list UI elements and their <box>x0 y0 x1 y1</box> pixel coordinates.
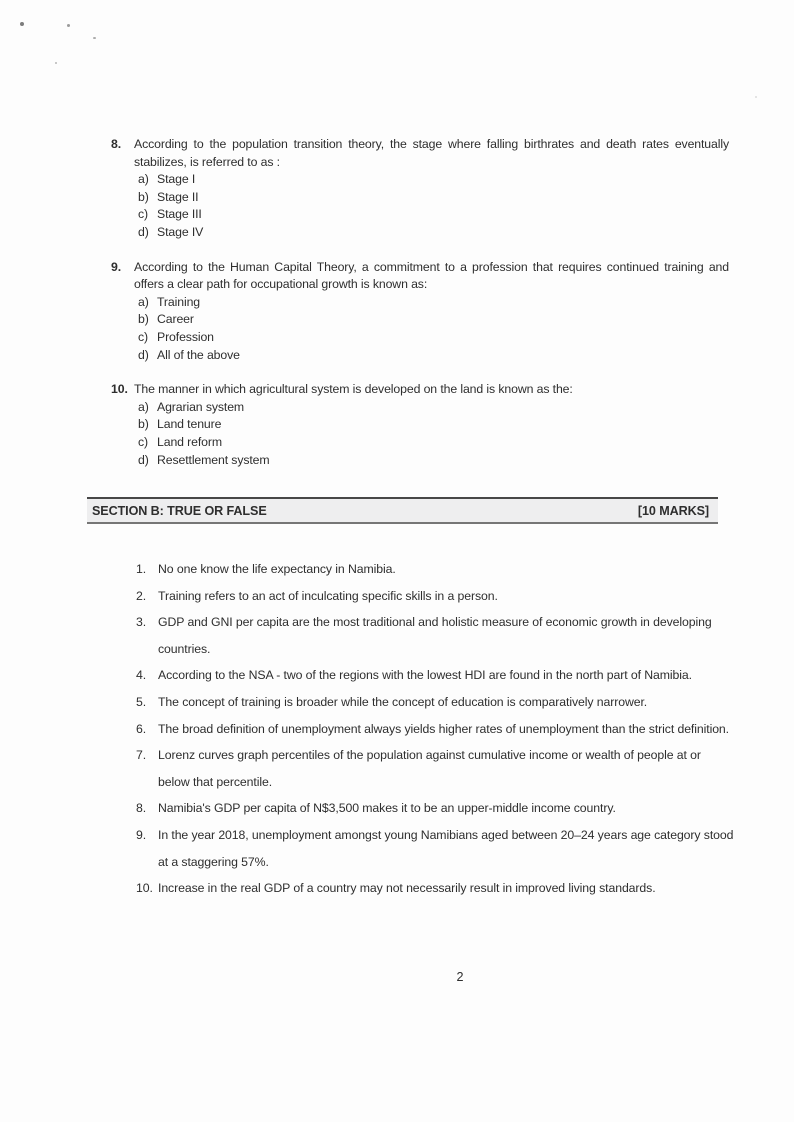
statement-number: 9. <box>136 827 147 842</box>
option-text: Land tenure <box>157 417 222 432</box>
option-text: Career <box>157 312 194 327</box>
question-number: 9. <box>111 259 122 274</box>
statement-number: 10. <box>136 881 153 896</box>
statement-text: According to the NSA - two of the regions with the lowest HDI are found in the north part of Namibia. <box>158 668 692 683</box>
question-number: 10. <box>111 382 128 397</box>
mcq-option <box>138 452 729 470</box>
option-letter: d) <box>138 224 149 239</box>
statement-number: 5. <box>136 694 147 709</box>
true-false-item <box>136 822 734 875</box>
section-b-marks: [10 MARKS] <box>637 503 709 518</box>
mcq-question <box>111 136 729 242</box>
statement-number: 4. <box>136 668 147 683</box>
option-text: Resettlement system <box>157 452 270 467</box>
option-text: Profession <box>157 329 214 344</box>
mcq-option <box>138 416 729 434</box>
option-list <box>138 294 729 364</box>
scan-speck <box>20 22 24 26</box>
mcq-question <box>111 259 729 365</box>
statement-text: The concept of training is broader while the concept of education is comparatively narrower. <box>158 694 648 709</box>
true-false-item <box>136 875 734 902</box>
statement-number: 1. <box>136 562 147 576</box>
true-false-item <box>136 689 734 716</box>
true-false-item <box>136 662 734 689</box>
scan-speck <box>55 62 57 64</box>
option-letter: a) <box>138 294 149 309</box>
scan-speck <box>755 96 757 98</box>
option-letter: b) <box>138 417 149 432</box>
mcq-option <box>138 311 729 329</box>
true-false-list <box>136 556 734 902</box>
option-letter: d) <box>138 347 149 362</box>
option-letter: c) <box>138 207 149 222</box>
page-number: 2 <box>456 970 464 984</box>
option-list <box>138 399 729 469</box>
option-text: Training <box>157 294 201 309</box>
statement-number: 3. <box>136 615 147 630</box>
option-text: Agrarian system <box>157 399 245 414</box>
mcq-option <box>138 206 729 224</box>
option-letter: a) <box>138 172 149 187</box>
scan-speck <box>67 24 70 27</box>
mcq-option <box>138 399 729 417</box>
true-false-item <box>136 556 734 583</box>
option-letter: b) <box>138 312 149 327</box>
option-text: Stage I <box>157 172 196 187</box>
option-letter: c) <box>138 434 149 449</box>
option-letter: d) <box>138 452 149 467</box>
option-list <box>138 171 729 241</box>
mcq-option <box>138 347 729 365</box>
mcq-option <box>138 294 729 312</box>
statement-text: In the year 2018, unemployment amongst young Namibians aged between 20–24 years age category stood at a staggering 57%. <box>158 827 734 869</box>
true-false-item <box>136 795 734 822</box>
true-false-item <box>136 742 734 795</box>
mcq-option <box>138 329 729 347</box>
option-letter: c) <box>138 329 149 344</box>
question-head <box>111 381 729 399</box>
section-b-header <box>87 497 718 524</box>
option-text: Stage II <box>157 189 199 204</box>
question-number: 8. <box>111 137 122 151</box>
statement-text: Lorenz curves graph percentiles of the population against cumulative income or wealth of people at or below that percentile. <box>158 748 701 789</box>
true-false-item <box>136 609 734 662</box>
question-head <box>111 259 729 294</box>
mcq-option <box>138 171 729 189</box>
option-letter: a) <box>138 399 149 414</box>
mcq-question-list <box>111 136 729 486</box>
question-text: According to the Human Capital Theory, a commitment to a profession that requires continued training and offers a clear path for occupational growth is known as: <box>134 259 729 292</box>
question-head <box>111 136 729 171</box>
option-text: Stage III <box>157 207 202 222</box>
mcq-option <box>138 189 729 207</box>
statement-text: No one know the life expectancy in Namibia. <box>158 562 396 576</box>
statement-text: Namibia's GDP per capita of N$3,500 makes it to be an upper-middle income country. <box>158 801 616 816</box>
option-text: Stage IV <box>157 224 204 239</box>
true-false-item <box>136 583 734 610</box>
section-b-title: SECTION B: TRUE OR FALSE <box>92 503 267 518</box>
scan-speck <box>93 37 96 39</box>
question-text: The manner in which agricultural system is developed on the land is known as the: <box>134 382 573 397</box>
option-letter: b) <box>138 189 149 204</box>
mcq-question <box>111 381 729 469</box>
statement-number: 6. <box>136 721 147 736</box>
statement-number: 2. <box>136 588 147 603</box>
statement-text: Training refers to an act of inculcating specific skills in a person. <box>158 588 498 603</box>
option-text: Land reform <box>157 434 222 449</box>
mcq-option <box>138 434 729 452</box>
option-text: All of the above <box>157 347 240 362</box>
question-text: According to the population transition theory, the stage where falling birthrates and death rates eventually stabilizes, is referred to as : <box>134 137 729 169</box>
mcq-option <box>138 224 729 242</box>
statement-text: GDP and GNI per capita are the most traditional and holistic measure of economic growth in developing countries. <box>158 615 712 656</box>
statement-text: The broad definition of unemployment always yields higher rates of unemployment than the strict definition. <box>158 721 729 736</box>
statement-number: 8. <box>136 801 147 816</box>
statement-number: 7. <box>136 748 147 763</box>
true-false-item <box>136 716 734 743</box>
statement-text: Increase in the real GDP of a country may not necessarily result in improved living standards. <box>158 881 656 896</box>
